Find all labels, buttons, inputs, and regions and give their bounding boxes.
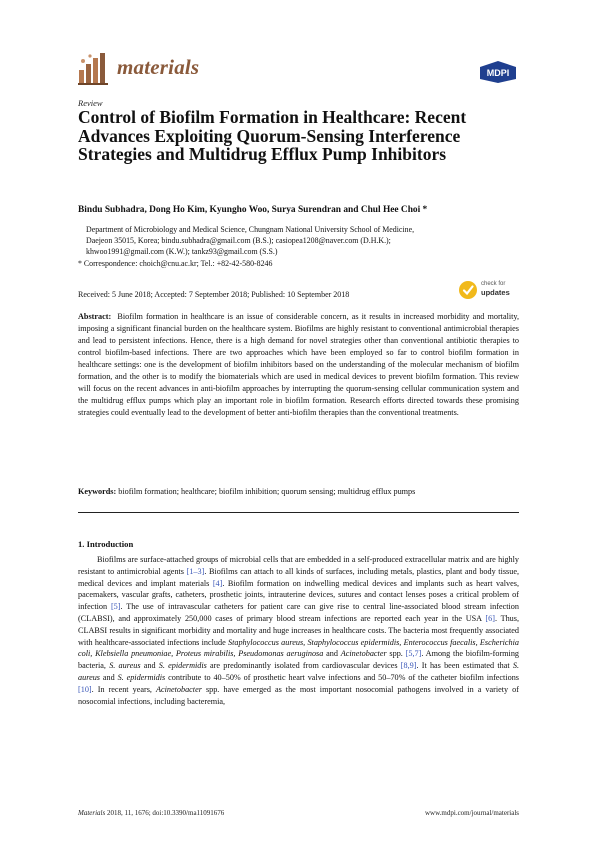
citation-link[interactable]: [10] xyxy=(78,684,92,694)
citation-link[interactable]: [1–3] xyxy=(186,566,205,576)
correspondence-line: * Correspondence: choich@cnu.ac.kr; Tel.: +82-42-580-8246 xyxy=(78,258,273,268)
introduction-paragraph xyxy=(78,554,519,707)
check-for-updates-badge[interactable] xyxy=(458,279,520,301)
species-name: S. aureus xyxy=(78,661,519,682)
section-heading: 1. Introduction xyxy=(78,539,134,549)
abstract xyxy=(78,311,519,419)
paper-title: Control of Biofilm Formation in Healthcare: Recent Advances Exploiting Quorum-Sensing Interference Strategies and Multidrug Efflux Pump Inhibitors xyxy=(78,107,467,165)
mdpi-logo-icon xyxy=(477,60,519,84)
text-run: and xyxy=(99,672,118,682)
text-run: . Thus, CLABSI results in significant morbidity and mortality and huge increases in healthcare costs. The bacteria most frequently associated with healthcare-associated infections include xyxy=(78,613,520,647)
affiliation-block xyxy=(78,224,526,269)
keywords-label: Keywords: xyxy=(78,487,117,496)
check-updates-icon xyxy=(458,280,478,300)
species-name: S. epidermidis xyxy=(117,672,166,682)
footer-citation xyxy=(78,809,224,817)
species-name: Acinetobacter xyxy=(155,684,202,694)
check-updates-label: check for xyxy=(481,281,506,287)
citation-link[interactable]: [4] xyxy=(212,578,223,588)
footer-url[interactable]: www.mdpi.com/journal/materials xyxy=(424,809,519,817)
citation-link[interactable]: [6] xyxy=(485,613,495,623)
text-run: Biofilms are surface-attached groups of microbial cells that are embedded in a self-produced extracellular matrix and are highly resistant to antimicrobial agents xyxy=(78,555,519,576)
citation-link[interactable]: [5,7] xyxy=(405,649,422,659)
author-list: Bindu Subhadra, Dong Ho Kim, Kyungho Woo, Surya Surendran and Chul Hee Choi * xyxy=(78,205,428,215)
affiliation-line: Daejeon 35015, Korea; bindu.subhadra@gmail.com (B.S.); casiopea1208@naver.com (D.H.K.); xyxy=(86,236,391,246)
text-run: spp. have emerged as the most important nosocomial pathogens involved in a variety of nosocomial infections, including bacteremia, xyxy=(78,684,520,706)
text-run: and xyxy=(140,661,159,671)
text-run: contribute to 40–50% of prosthetic heart valve infections and 50–70% of the catheter biofilm infections xyxy=(165,672,519,682)
text-run: . Biofilms can attach to all kinds of surfaces, including metals, plastics, plant and body tissue, medical devices and implant materials xyxy=(78,566,519,588)
keywords-text: biofilm formation; healthcare; biofilm inhibition; quorum sensing; multidrug efflux pumps xyxy=(118,487,416,496)
affiliation-line: khwoo1991@gmail.com (K.W.); tankz93@gmail.com (S.S.) xyxy=(86,247,278,257)
journal-logo-icon xyxy=(78,52,111,85)
keywords xyxy=(78,487,519,496)
abstract-text: Biofilm formation in healthcare is an issue of considerable concern, as it results in increased morbidity and mortality, imposing a significant financial burden on the healthcare system. Biofilms are highly resistant to conventional antimicrobial therapies and lead to persistent infections. Hence, there is a high demand for novel strategies other than conventional antibiotic therapies to control biofilm-based infections. There are two approaches which have been employed so far to control biofilm formation in healthcare settings: one is the development of biofilm inhibitors based on the understanding of the molecular mechanism of biofilm formation, and the other is to modify the biomaterials which are used in medical devices to prevent biofilm formation. This review will focus on the recent advances in anti-biofilm approaches by interrupting the quorum-sensing cellular communication system and the multidrug efflux pumps which play an important role in biofilm formation. Research efforts directed towards these promising strategies could eventually lead to the development of better anti-biofilm therapies than the conventional treatments. xyxy=(78,312,520,417)
mdpi-logo-text: MDPI xyxy=(486,68,510,78)
journal-name: materials xyxy=(117,55,200,79)
text-run: . It has been estimated that xyxy=(416,661,513,671)
species-names: Staphylococcus aureus, Staphylococcus epidermidis, Enterococcus faecalis, Escherichia coli, Klebsiella pneumoniae, Proteus mirabilis, Pseudomonas aeruginosa xyxy=(78,637,519,659)
text-run: and xyxy=(323,649,341,659)
publication-dates: Received: 5 June 2018; Accepted: 7 September 2018; Published: 10 September 2018 xyxy=(78,290,350,299)
citation-link[interactable]: [8,9] xyxy=(400,661,417,671)
introduction-body xyxy=(78,554,519,707)
species-name: S. epidermidis xyxy=(158,661,207,671)
article-type: Review xyxy=(78,98,103,108)
section-divider xyxy=(78,512,519,513)
citation-link[interactable]: [5] xyxy=(110,602,121,612)
text-run: are predominantly isolated from cardiovascular devices xyxy=(206,661,401,671)
text-run: spp. xyxy=(386,649,406,659)
text-run: . Biofilm formation on indwelling medical devices and implants such as heart valves, pacemakers, vascular grafts, catheters, prosthetic joints, intrauterine devices, sutures and contact lenses poses a critical problem of infection xyxy=(78,578,520,612)
affiliation-line: Department of Microbiology and Medical Science, Chungnam National University School of Medicine, xyxy=(86,225,415,234)
species-name: Acinetobacter xyxy=(340,649,387,659)
text-run: . In recent years, xyxy=(91,684,156,694)
footer-doi: 2018, 11, 1676; doi:10.3390/ma11091676 xyxy=(105,809,225,817)
abstract-label: Abstract: xyxy=(78,312,112,321)
check-updates-label: updates xyxy=(481,288,510,297)
text-run: . The use of intravascular catheters for patient care can give rise to central line-associated blood stream infection (CLABSI), and approximately 250,000 cases of primary blood stream infections are reported each year in the USA xyxy=(78,602,519,623)
footer-journal: Materials xyxy=(78,809,106,817)
text-run: . Among the biofilm-forming bacteria, xyxy=(78,649,520,671)
species-name: S. aureus xyxy=(109,661,141,671)
